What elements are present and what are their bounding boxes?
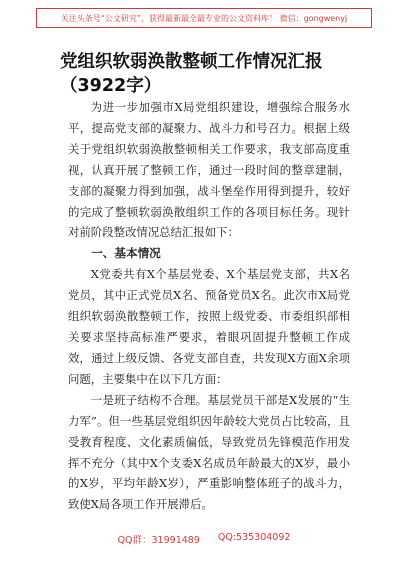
team-structure-paragraph: 一是班子结构不合理。基层党员干部是X发展的“生力军”。但一些基层党组织因年龄较大党员占比较高，且受教育程度、文化素质偏低，导致党员先锋模范作用发挥不充分（其中X个支委X名成员年龄最大的X岁，最小的X岁，平均年龄X岁），严重影响整体班子的战斗力，致使X局各项工作开展滞后。 [68,392,350,512]
basic-situation-paragraph: X党委共有X个基层党委、X个基层党支部，共X名党员，其中正式党员X名、预备党员X名。此次市X局党组织软弱涣散整顿工作，按照上级党委、市委组织部相关要求坚持高标准严要求，着眼巩固提升整顿工作成效，通过上级反馈、各党支部自查，共发现X方面X余项问题，主要集中在以下几方面： [68,267,350,386]
document-body [68,97,350,515]
document-title: 党组织软弱涣散整顿工作情况汇报（3922字） [60,52,323,96]
footer-qq-group: QQ群：31991489 [117,535,200,546]
footer-qq-contact: QQ:535304092 [217,532,291,543]
promo-banner-text: 关注头条号“公文研究”，获得最新最全最专业的公文资料库！ 微信：gongwenyj [60,13,348,23]
intro-paragraph: 为进一步加强市X局党组织建设，增强综合服务水平，提高党支部的凝聚力、战斗力和号召力。根据上级关于党组织软弱涣散整顿相关工作要求，我支部高度重视，认真开展了整顿工作，通过一段时间的整章建制，支部的凝聚力得到加强，战斗堡垒作用得到提升，较好的完成了整顿软弱涣散组织工作的各项目标任务。现针对前阶段整改情况总结汇报如下： [68,100,350,240]
section-heading-basic-situation: 一、基本情况 [91,246,161,261]
promo-banner [36,8,372,28]
footer-contacts [0,532,408,546]
